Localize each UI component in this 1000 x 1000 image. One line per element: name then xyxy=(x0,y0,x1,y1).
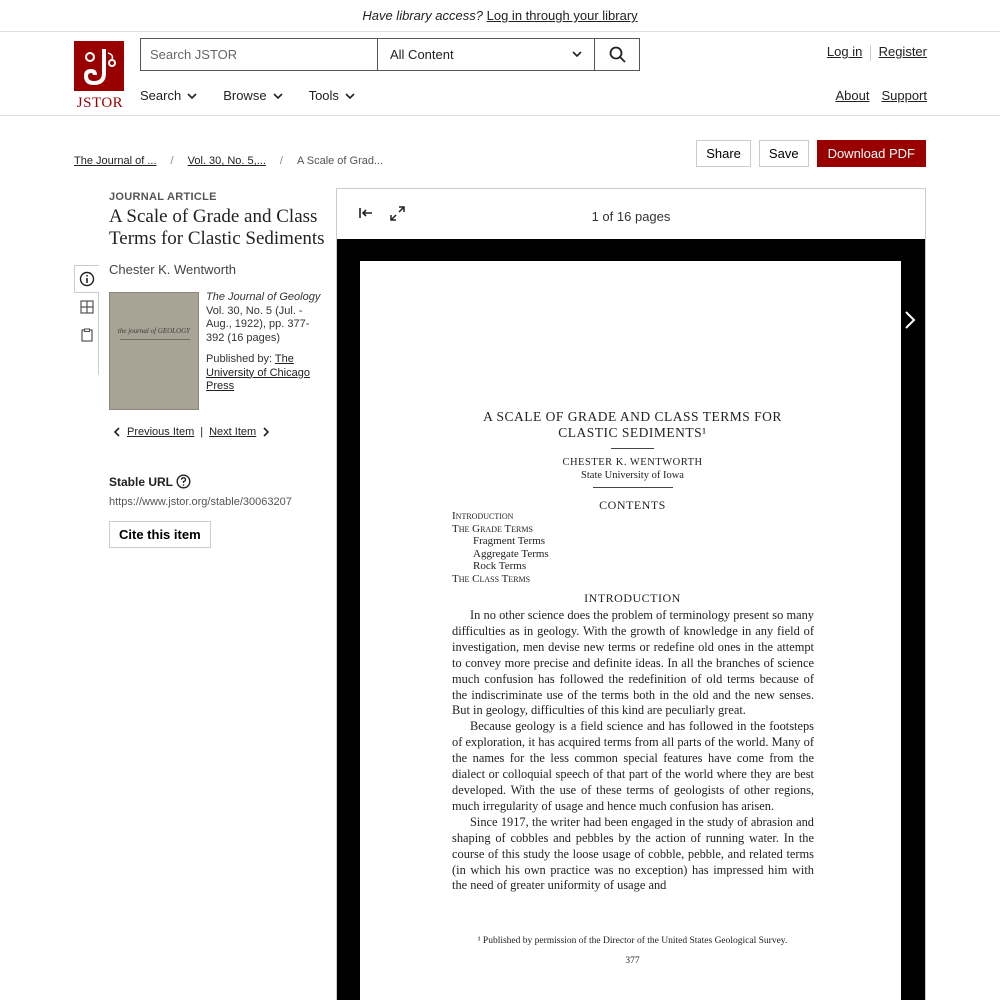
page-affiliation: State University of Iowa xyxy=(581,470,684,481)
cover-title: the journal of GEOLOGY xyxy=(117,327,191,335)
tab-info[interactable] xyxy=(74,265,99,293)
search-scope-select[interactable] xyxy=(377,38,595,71)
menu-tools[interactable] xyxy=(309,88,355,103)
cite-item-button[interactable]: Cite this item xyxy=(109,521,211,548)
search-input[interactable] xyxy=(140,38,378,71)
pdf-page xyxy=(360,261,901,1000)
toc-item: The Grade Terms xyxy=(452,522,533,535)
page-rule xyxy=(593,487,673,488)
article-citation xyxy=(206,291,326,394)
article-author: Chester K. Wentworth xyxy=(109,262,236,277)
jstor-logo[interactable] xyxy=(74,41,126,112)
toc-item: Introduction xyxy=(452,510,514,522)
article-actions xyxy=(696,140,926,167)
logo-wordmark: JSTOR xyxy=(76,95,124,111)
page-author: CHESTER K. WENTWORTH xyxy=(562,457,703,468)
chevron-down-icon xyxy=(273,91,283,101)
login-link[interactable]: Log in xyxy=(826,44,863,59)
main-menu xyxy=(140,88,355,103)
chevron-right-icon xyxy=(262,427,270,437)
next-item-link[interactable]: Next Item xyxy=(209,426,257,438)
publisher-line xyxy=(206,353,326,394)
breadcrumb-journal[interactable]: The Journal of ... xyxy=(74,155,157,167)
clipboard-icon xyxy=(80,328,94,342)
stable-url-label-text: Stable URL xyxy=(109,474,174,489)
page-footnote: ¹ Published by permission of the Director of the United States Geological Survey. xyxy=(477,936,788,946)
journal-cover[interactable] xyxy=(109,292,199,410)
stable-url-label xyxy=(109,474,191,489)
toc-item: Fragment Terms xyxy=(473,535,546,547)
page-title-line-2: CLASTIC SEDIMENTS¹ xyxy=(558,425,707,440)
save-button[interactable]: Save xyxy=(759,140,809,167)
page-counter: 1 of 16 pages xyxy=(591,209,671,224)
help-icon[interactable] xyxy=(176,474,191,489)
share-button[interactable]: Share xyxy=(696,140,751,167)
toc-item: Aggregate Terms xyxy=(473,547,549,560)
journal-name: The Journal of Geology xyxy=(206,291,321,303)
page-rule xyxy=(611,448,654,449)
page-paragraph: Since 1917, the writer had been engaged in the study of abrasion and shaping of cobbles and pebbles by the action of running water. In the course of this study the loose usage of cobble, pebble, and related terms (in which his own practice was no exception) has impressed him with the need of greater uniformity of usage and xyxy=(452,814,814,893)
toc-item: Rock Terms xyxy=(473,560,527,572)
article-title: A Scale of Grade and Class Terms for Clastic Sediments xyxy=(109,206,325,249)
page-paragraph: In no other science does the problem of terminology present so many difficulties as in geology. With the growth of knowledge in any field of investigation, men devise new terms or redefine old ones in the attempt to convey more precise and definite ideas. In all the branches of science much confusion has followed the redefinition of old terms because of the indiscriminate use of the terms both in the old and the new senses. But in geology, difficulties of this kind are peculiarly great. xyxy=(452,608,814,718)
logo-ornament-icon xyxy=(78,45,120,87)
page-paragraph: Because geology is a field science and has followed in the footsteps of exploration, it has acquired terms from all parts of the world. Many of the names for the less common special features have come from the dialect or colloquial speech of that part of the world where they are best developed. With the use of these terms of geologists of other regions, much irregularity of usage and hence much confusion has arisen. xyxy=(452,719,814,813)
item-nav-separator: | xyxy=(200,426,204,438)
chevron-down-icon xyxy=(345,91,355,101)
download-pdf-button[interactable]: Download PDF xyxy=(817,140,926,167)
banner-question: Have library access? xyxy=(362,8,483,23)
next-page-button[interactable] xyxy=(903,309,917,336)
page-title-line-1: A SCALE OF GRADE AND CLASS TERMS FOR xyxy=(483,409,782,424)
library-login-link[interactable]: Log in through your library xyxy=(486,8,638,23)
previous-item-link[interactable]: Previous Item xyxy=(127,426,195,438)
secondary-menu xyxy=(835,88,927,103)
menu-search[interactable] xyxy=(140,88,197,103)
breadcrumb-separator: / xyxy=(279,155,283,167)
divider xyxy=(870,45,871,61)
page-number: 377 xyxy=(625,956,640,966)
tab-references[interactable] xyxy=(74,321,99,349)
register-link[interactable]: Register xyxy=(878,44,927,59)
cover-rule xyxy=(120,339,190,340)
publisher-link[interactable]: The University of Chicago Press xyxy=(206,353,310,392)
side-tabs xyxy=(74,265,99,349)
tab-contents[interactable] xyxy=(74,293,99,321)
breadcrumb xyxy=(74,155,383,167)
account-links xyxy=(827,44,927,61)
viewer-toolbar xyxy=(337,189,925,239)
menu-search-label: Search xyxy=(140,88,182,103)
menu-browse-label: Browse xyxy=(223,88,267,103)
pdf-viewer xyxy=(336,188,926,1000)
search-scope-value: All Content xyxy=(390,47,454,62)
published-label: Published by: xyxy=(206,353,273,365)
menu-tools-label: Tools xyxy=(308,88,339,103)
search-button[interactable] xyxy=(594,38,640,71)
breadcrumb-separator: / xyxy=(170,155,174,167)
page-title xyxy=(360,409,905,441)
issue-info: Vol. 30, No. 5 (Jul. - Aug., 1922), pp. 377-392 (16 pages) xyxy=(206,304,310,344)
grid-icon xyxy=(80,300,94,314)
stable-url[interactable]: https://www.jstor.org/stable/30063207 xyxy=(109,496,292,508)
chevron-left-icon xyxy=(113,427,121,437)
toc-item: The Class Terms xyxy=(452,572,531,585)
chevron-down-icon xyxy=(187,91,197,101)
page-intro-heading: INTRODUCTION xyxy=(584,591,681,605)
page-contents-heading: CONTENTS xyxy=(599,498,666,512)
about-link[interactable]: About xyxy=(835,88,870,103)
search-icon xyxy=(609,46,626,63)
page-body xyxy=(452,608,814,894)
logo-emblem xyxy=(74,41,124,91)
page-toc xyxy=(452,510,549,585)
breadcrumb-current: A Scale of Grad... xyxy=(296,155,384,167)
article-type: JOURNAL ARTICLE xyxy=(109,191,217,203)
viewer-canvas xyxy=(337,239,925,1000)
library-access-banner xyxy=(0,0,1000,32)
breadcrumb-volume[interactable]: Vol. 30, No. 5,... xyxy=(187,155,266,167)
info-icon xyxy=(79,271,95,287)
chevron-right-icon xyxy=(903,309,917,331)
menu-browse[interactable] xyxy=(223,88,282,103)
item-navigation xyxy=(113,426,270,438)
site-header xyxy=(0,32,1000,116)
chevron-down-icon xyxy=(572,39,582,70)
support-link[interactable]: Support xyxy=(881,88,927,103)
